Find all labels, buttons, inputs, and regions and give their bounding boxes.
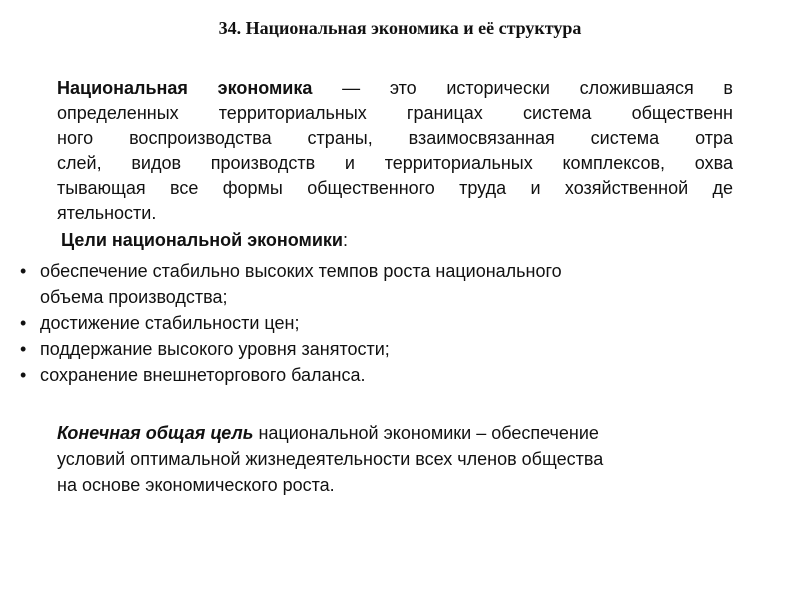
bullet-icon: • bbox=[20, 365, 27, 385]
final-goal-line: на основе экономического роста. bbox=[57, 475, 335, 495]
final-goal-line: условий оптимальной жизнедеятельности всех членов общества bbox=[57, 449, 604, 469]
list-item bbox=[18, 258, 738, 284]
list-item bbox=[18, 336, 738, 362]
goals-heading bbox=[61, 230, 348, 251]
definition-line: ятельности. bbox=[57, 203, 157, 223]
page-title: 34. Национальная экономика и её структура bbox=[218, 18, 582, 38]
bullet-icon: • bbox=[20, 313, 27, 333]
goals-list bbox=[18, 258, 738, 388]
list-item bbox=[18, 310, 738, 336]
final-goal-term: Конечная общая цель bbox=[57, 423, 254, 443]
definition-text: — это исторически сложившаяся в bbox=[312, 78, 733, 98]
list-item-text: объема производства; bbox=[40, 287, 228, 307]
bullet-icon: • bbox=[20, 261, 27, 281]
list-item bbox=[18, 362, 738, 388]
final-goal-line bbox=[57, 420, 747, 446]
definition-line: тывающая все формы общественного труда и хозяйственной де bbox=[57, 178, 733, 198]
definition-line: ного воспроизводства страны, взаимосвязанная система отра bbox=[57, 128, 733, 148]
bullet-icon: • bbox=[20, 339, 27, 359]
definition-line bbox=[57, 76, 733, 101]
final-goal-paragraph bbox=[57, 420, 747, 498]
list-item-text: обеспечение стабильно высоких темпов роста национального bbox=[40, 261, 562, 281]
list-item-text: поддержание высокого уровня занятости; bbox=[40, 339, 390, 359]
definition-term: Национальная экономика bbox=[57, 78, 313, 98]
goals-heading-colon: : bbox=[343, 230, 349, 250]
goals-heading-text: Цели национальной экономики bbox=[61, 230, 343, 250]
definition-paragraph bbox=[57, 76, 733, 226]
final-goal-text: национальной экономики – обеспечение bbox=[253, 423, 599, 443]
definition-line: слей, видов производств и территориальных комплексов, охва bbox=[57, 153, 733, 173]
definition-line: определенных территориальных границах система общественн bbox=[57, 103, 733, 123]
list-item-text: сохранение внешнеторгового баланса. bbox=[40, 365, 366, 385]
list-item-continuation bbox=[18, 284, 738, 310]
list-item-text: достижение стабильности цен; bbox=[40, 313, 300, 333]
